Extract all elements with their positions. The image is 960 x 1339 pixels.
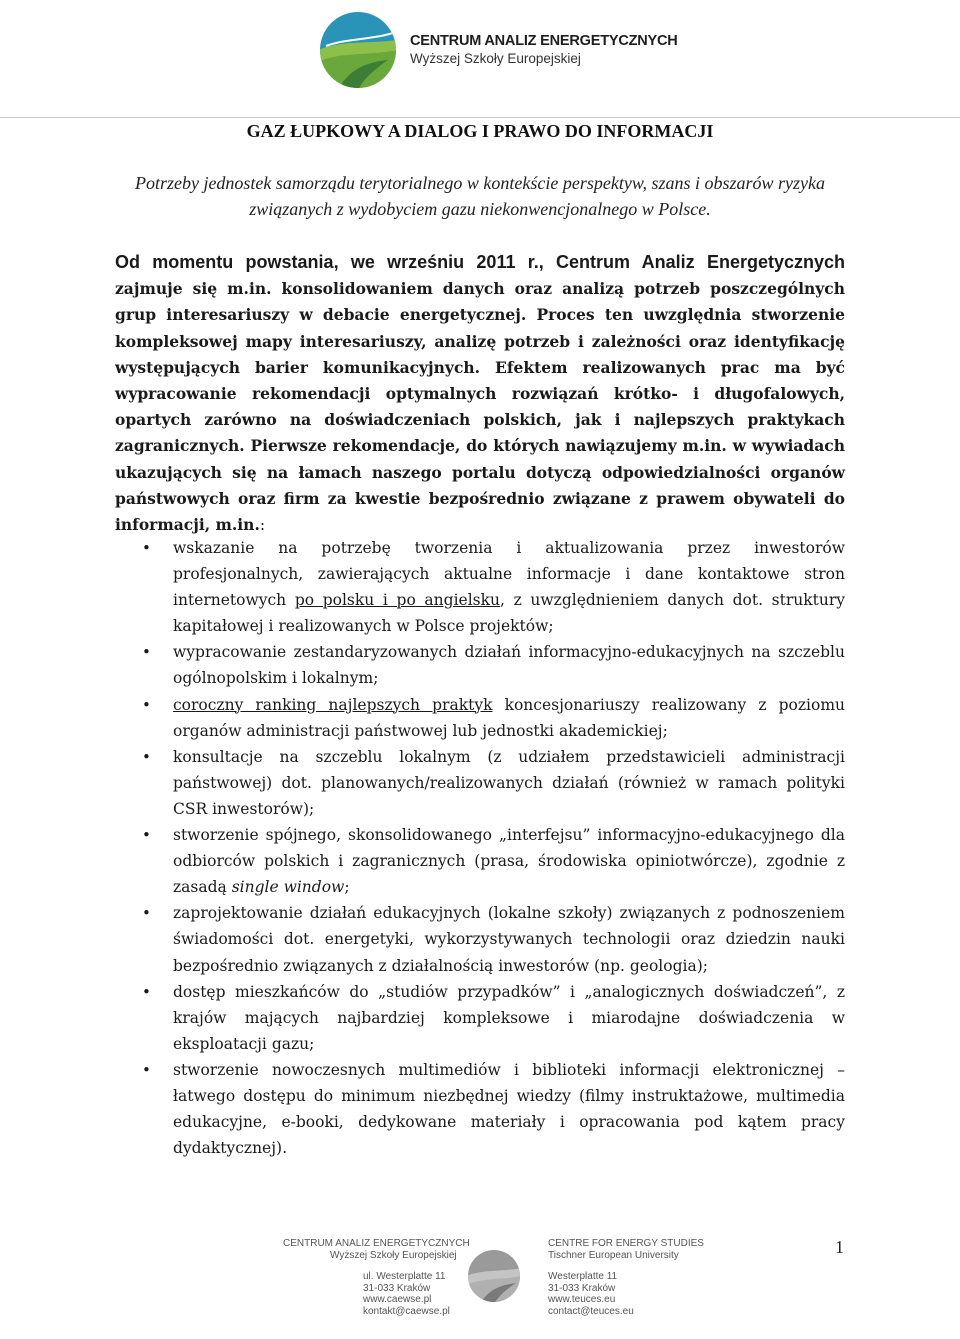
footer-address-pl [363,1271,450,1317]
list-item [115,535,845,639]
bullet-icon: • [142,747,151,766]
bullet-icon: • [142,695,151,714]
list-item-underlined-text: coroczny ranking najlepszych praktyk [173,695,493,714]
list-item [115,979,845,1057]
recommendations-list [115,535,845,1161]
intro-paragraph [115,249,845,538]
header-org-subtitle: Wyższej Szkoły Europejskiej [410,51,581,66]
list-item [115,639,845,691]
bullet-icon: • [142,539,151,557]
address-line: 31-033 Kraków [363,1282,431,1294]
list-item [115,692,845,744]
list-item-text: stworzenie spójnego, skonsolidowanego „interfejsu” informacyjno-edukacyjnego dla odbiorców polskich i zagranicznych (prasa, środowiska opiniotwórcze), zgodnie z zasadą [173,826,845,897]
email-link[interactable]: contact@teuces.eu [548,1305,634,1317]
list-item [115,822,845,900]
list-item-text: zaprojektowanie działań edukacyjnych (lokalne szkoły) związanych z podnoszeniem świadomości dot. energetyki, wykorzystywanych technologii oraz dziedzin nauki bezpośrednio związanych z działalnością inwestorów (np. geologia); [173,904,845,975]
page-number: 1 [835,1237,844,1257]
footer-logo-icon [466,1248,522,1304]
intro-colon: : [259,516,266,535]
email-link[interactable]: kontakt@caewse.pl [363,1305,450,1317]
footer-org-sub-pl: Wyższej Szkoły Europejskiej [330,1250,457,1261]
bullet-icon: • [142,1060,151,1079]
list-item-text: , z uwzględnieniem danych dot. struktury kapitałowej i realizowanych w Polsce projektów; [173,591,845,636]
header-org-name: CENTRUM ANALIZ ENERGETYCZNYCH [410,33,678,49]
website-link[interactable]: www.caewse.pl [363,1294,432,1305]
document-title: GAZ ŁUPKOWY A DIALOG I PRAWO DO INFORMACJI [246,121,714,141]
list-item-text: konsultacje na szczeblu lokalnym (z udziałem przedstawicieli administracji państwowej) dot. planowanych/realizowanych działań (również w ramach polityki CSR inwestorów); [173,747,845,818]
bullet-icon: • [142,826,151,845]
address-line: 31-033 Kraków [548,1282,616,1294]
bullet-icon: • [142,982,151,1001]
list-item-underlined-text: po polsku i po angielsku [294,591,500,610]
address-line: ul. Westerplatte 11 [363,1271,446,1282]
page-header [0,0,960,118]
list-item [115,900,845,978]
list-item-text: dostęp mieszkańców do „studiów przypadków” i „analogicznych doświadczeń”, z krajów mających najbardziej kompleksowe i miarodajne doświadczenia w eksploatacji gazu; [173,982,845,1053]
footer-address-en [548,1271,634,1317]
footer-org-sub-en: Tischner European University [548,1250,679,1261]
list-item-text: stworzenie nowoczesnych multimediów i biblioteki informacji elektronicznej – łatwego dostępu do minimum niezbędnej wiedzy (filmy instruktażowe, multimedia edukacyjne, e-booki, dedykowane materiały i opracowania pod kątem pracy dydaktycznej). [173,1060,845,1158]
document-subtitle: Potrzeby jednostek samorządu terytorialnego w kontekście perspektyw, szans i obszarów ryzyka związanych z wydobyciem gazu niekonwencjonalnego w Polsce. [134,173,826,219]
intro-body: zajmuje się m.in. konsolidowaniem danych oraz analizą potrzeb poszczególnych grup interesariuszy w debacie energetycznej. Proces ten uwzględnia stworzenie kompleksowej mapy interesariuszy, analizę potrzeb i zależności oraz identyfikację występujących barier komunikacyjnych. Efektem realizowanych prac ma być wypracowanie rekomendacji optymalnych rozwiązań krótko- i długofalowych, opartych zarówno na doświadczeniach polskich, jak i najlepszych praktykach zagranicznych. Pierwsze rekomendacje, do których nawiązujemy m.in. w wywiadach ukazujących się na łamach naszego portalu dotyczą odpowiedzialności organów państwowych oraz firm za kwestie bezpośrednio związane z prawem obywateli do informacji, m.in. [115,279,845,535]
organization-logo-icon [318,10,398,90]
page-footer [0,1230,960,1339]
list-item [115,1057,845,1161]
list-item-text: ; [344,878,350,897]
list-item-text: koncesjonariuszy realizowany z poziomu organów administracji państwowej lub jednostki akademickiej; [173,695,845,740]
list-item-text: wskazanie na potrzebę tworzenia i aktualizowania przez inwestorów profesjonalnych, zawierających aktualne informacje i dane kontaktowe stron internetowych [173,539,845,610]
website-link[interactable]: www.teuces.eu [548,1294,616,1305]
header-divider [0,117,960,118]
intro-lead: Od momentu powstania, we wrześniu 2011 r., Centrum Analiz Energetycznych [115,252,845,272]
footer-org-name-en: CENTRE FOR ENERGY STUDIES [548,1238,704,1249]
list-item [115,744,845,822]
bullet-icon: • [142,643,151,662]
list-item-italic-text: single window [231,878,345,897]
list-item-text: wypracowanie zestandaryzowanych działań informacyjno-edukacyjnych na szczeblu ogólnopolskim i lokalnym; [173,643,845,688]
address-line: Westerplatte 11 [548,1271,618,1282]
bullet-icon: • [142,904,151,923]
footer-org-name-pl: CENTRUM ANALIZ ENERGETYCZNYCH [283,1238,470,1249]
